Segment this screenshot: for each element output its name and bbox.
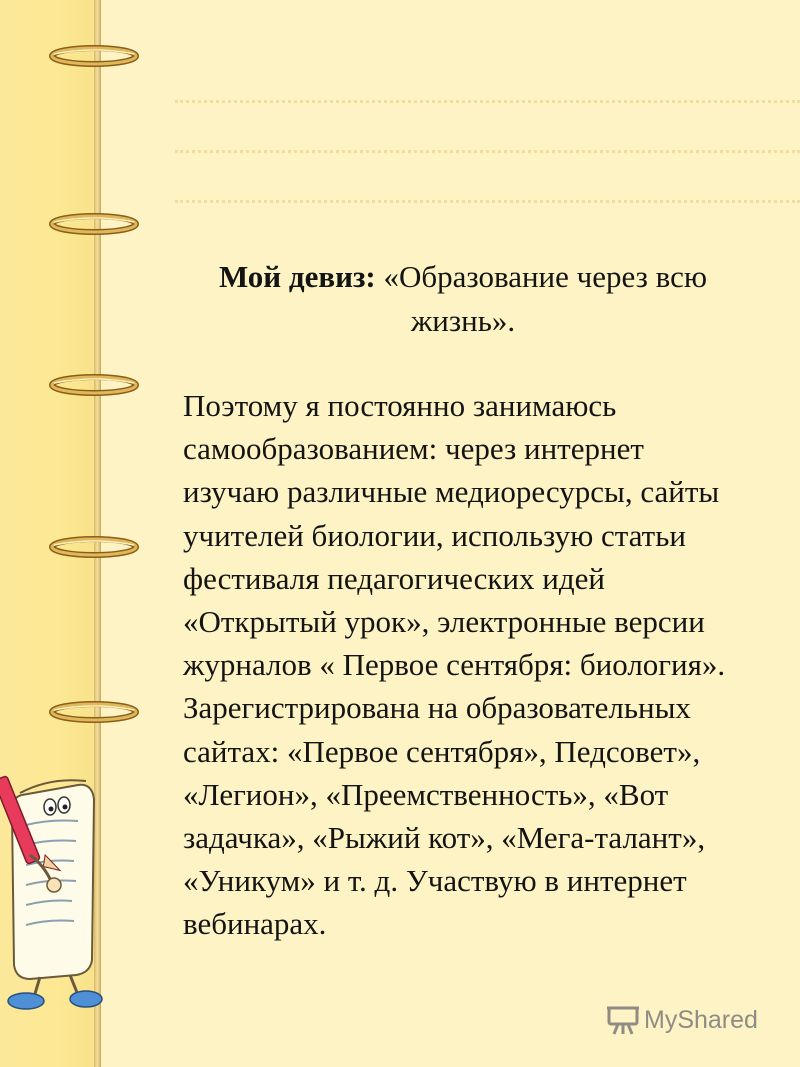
- ruled-line: [175, 200, 800, 203]
- presentation-board-icon: [606, 1004, 640, 1036]
- motto: [183, 255, 743, 343]
- notebook-ring-icon: [48, 212, 140, 236]
- notebook-ring-icon: [48, 700, 140, 724]
- myshared-watermark: [606, 1002, 758, 1038]
- notebook-ring-icon: [48, 535, 140, 559]
- body-paragraph: Поэтому я постоянно занимаюсь самообразованием: через интернет изучаю различные медиоресурсы, сайты учителей биологии, использую статьи фестиваля педагогических идей «Открытый урок», электронные версии журналов « Первое сентября: биология». Зарегистрирована на образовательных сайтах: «Первое сентября», Педсовет», «Легион», «Преемственность», «Вот задачка», «Рыжий кот», «Мега-талант», «Уникум» и т. д. Участвую в интернет вебинарах.: [183, 388, 726, 942]
- watermark-text: MyShared: [644, 1005, 758, 1034]
- pencil-paper-mascot-icon: [0, 755, 110, 1015]
- motto-label: Мой девиз:: [218, 259, 376, 294]
- ruled-line: [175, 100, 800, 103]
- motto-text: «Образование через всю жизнь».: [375, 259, 708, 338]
- ruled-line: [175, 150, 800, 153]
- notebook-ring-icon: [48, 44, 140, 68]
- notebook-ring-icon: [48, 373, 140, 397]
- content-block: [183, 255, 743, 946]
